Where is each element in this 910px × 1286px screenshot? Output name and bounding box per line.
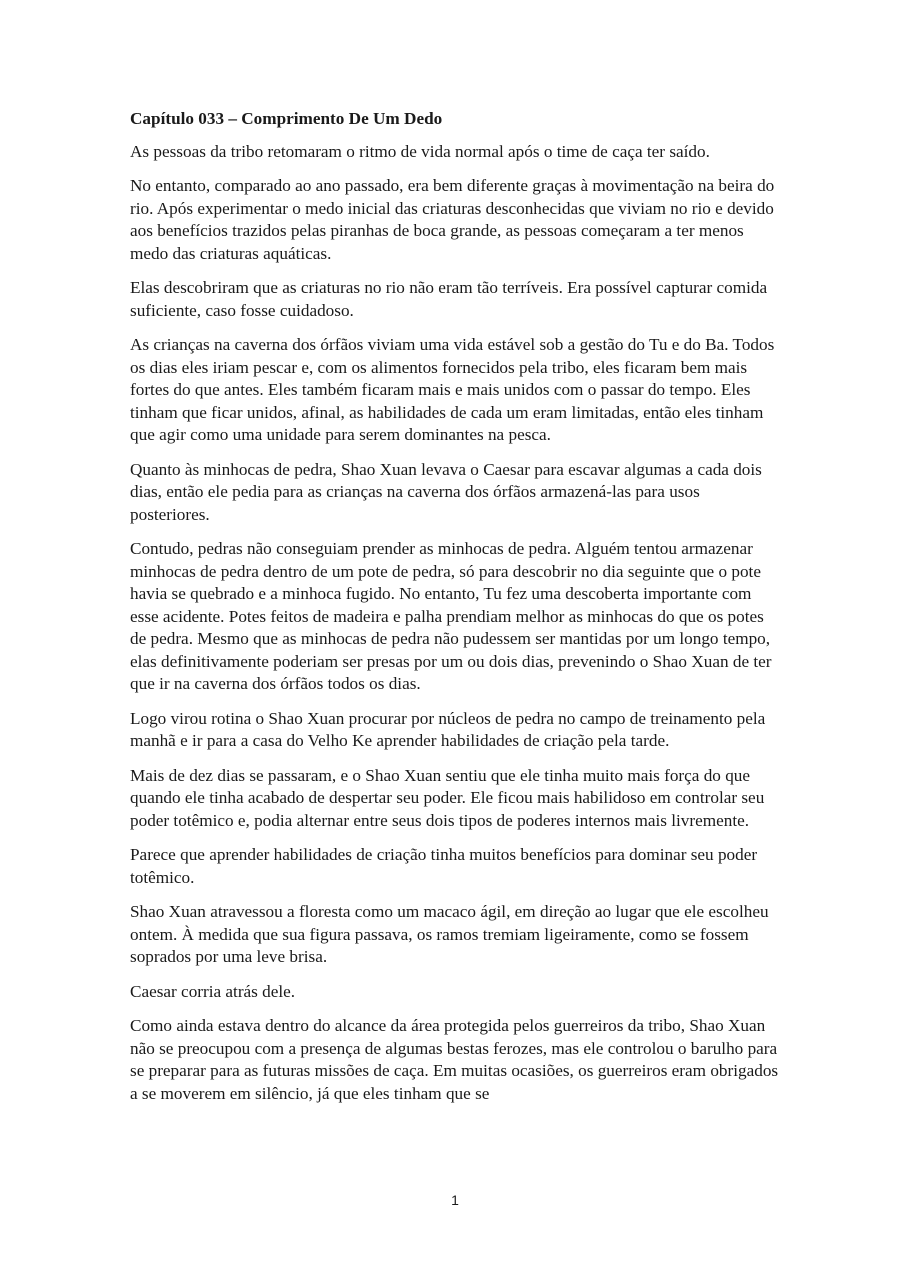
paragraph: Parece que aprender habilidades de criação tinha muitos benefícios para dominar seu poder totêmico. <box>130 845 758 887</box>
paragraph: Caesar corria atrás dele. <box>130 981 296 1001</box>
document-body <box>130 108 780 1117</box>
paragraph: As pessoas da tribo retomaram o ritmo de vida normal após o time de caça ter saído. <box>130 141 710 161</box>
paragraph: No entanto, comparado ao ano passado, era bem diferente graças à movimentação na beira do rio. Após experimentar o medo inicial das criaturas desconhecidas que viviam no rio e devido aos benefícios trazidos pelas piranhas de boca grande, as pessoas começaram a ter menos medo das criaturas aquáticas. <box>130 176 775 263</box>
paragraph: Elas descobriram que as criaturas no rio não eram tão terríveis. Era possível capturar comida suficiente, caso fosse cuidadoso. <box>130 278 768 320</box>
paragraph: Quanto às minhocas de pedra, Shao Xuan levava o Caesar para escavar algumas a cada dois dias, então ele pedia para as crianças na caverna dos órfãos armazená-las para usos posteriores. <box>130 459 762 524</box>
paragraph: Shao Xuan atravessou a floresta como um macaco ágil, em direção ao lugar que ele escolheu ontem. À medida que sua figura passava, os ramos tremiam ligeiramente, como se fossem soprados por uma leve brisa. <box>130 902 769 966</box>
paragraph: Logo virou rotina o Shao Xuan procurar por núcleos de pedra no campo de treinamento pela manhã e ir para a casa do Velho Ke aprender habilidades de criação pela tarde. <box>130 708 766 750</box>
paragraph: As crianças na caverna dos órfãos viviam uma vida estável sob a gestão do Tu e do Ba. Todos os dias eles iriam pescar e, com os alimentos fornecidos pela tribo, eles ficaram bem mais fortes do que antes. Eles também ficaram mais e mais unidos com o passar do tempo. Eles tinham que ficar unidos, afinal, as habilidades de cada um eram limitadas, então eles tinham que agir como uma unidade para serem dominantes na pesca. <box>130 335 775 444</box>
paragraph: Mais de dez dias se passaram, e o Shao Xuan sentiu que ele tinha muito mais força do que quando ele tinha acabado de despertar seu poder. Ele ficou mais habilidoso em controlar seu poder totêmico e, podia alternar entre seus dois tipos de poderes internos mais livremente. <box>130 765 765 830</box>
paragraph: Como ainda estava dentro do alcance da área protegida pelos guerreiros da tribo, Shao Xuan não se preocupou com a presença de algumas bestas ferozes, mas ele controlou o barulho para se preparar para as futuras missões de caça. Em muitas ocasiões, os guerreiros eram obrigados a se moverem em silêncio, já que eles tinham que se <box>130 1016 779 1103</box>
chapter-title: Capítulo 033 – Comprimento De Um Dedo <box>130 109 443 128</box>
paragraph: Contudo, pedras não conseguiam prender as minhocas de pedra. Alguém tentou armazenar minhocas de pedra dentro de um pote de pedra, só para descobrir no dia seguinte que o pote havia se quebrado e a minhoca fugido. No entanto, Tu fez uma descoberta importante com esse acidente. Potes feitos de madeira e palha prendiam melhor as minhocas do que os potes de pedra. Mesmo que as minhocas de pedra não pudessem ser mantidas por um longo tempo, elas definitivamente poderiam ser presas por um ou dois dias, prevenindo o Shao Xuan de ter que ir na caverna dos órfãos todos os dias. <box>130 539 772 693</box>
page-number: 1 <box>451 1192 459 1208</box>
